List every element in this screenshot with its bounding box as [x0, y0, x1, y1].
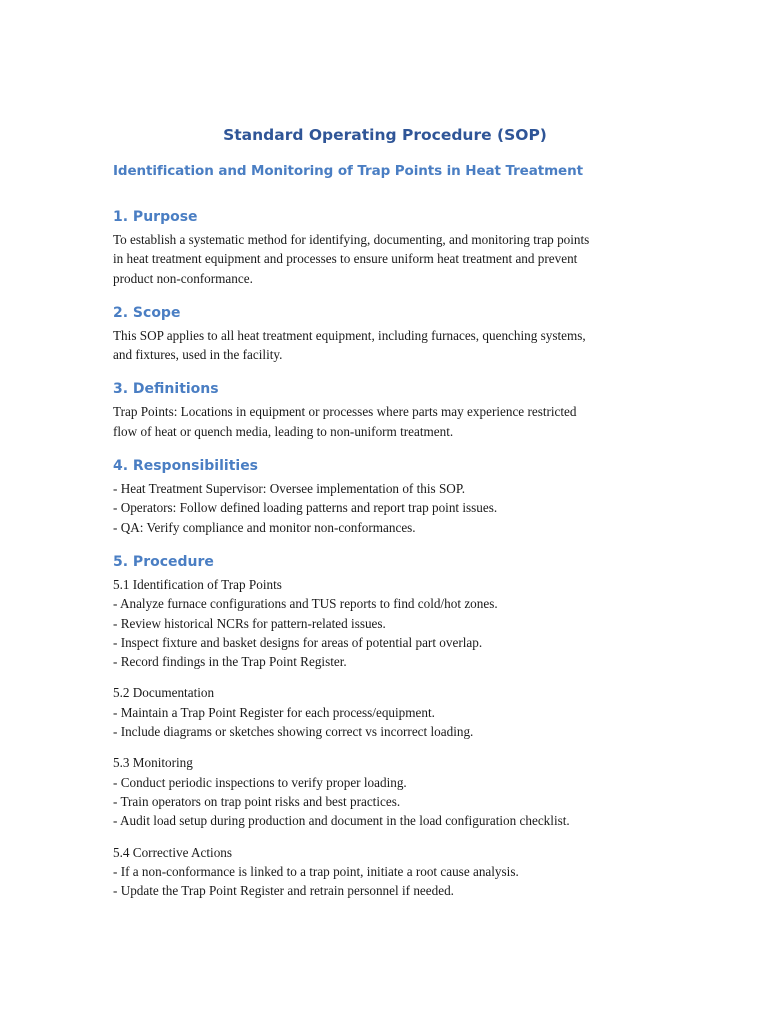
paragraph-line: Trap Points: Locations in equipment or processes where parts may experience restricted	[113, 404, 577, 420]
list-item: - If a non-conformance is linked to a trap point, initiate a root cause analysis.	[113, 863, 519, 879]
paragraph-line: in heat treatment equipment and processes to ensure uniform heat treatment and prevent	[113, 251, 578, 267]
list-item: - Inspect fixture and basket designs for areas of potential part overlap.	[113, 634, 483, 650]
list-item: - Include diagrams or sketches showing correct vs incorrect loading.	[113, 724, 474, 740]
document-subtitle: Identification and Monitoring of Trap Points in Heat Treatment	[113, 163, 583, 179]
section-purpose	[113, 206, 653, 288]
section-heading-responsibilities: 4. Responsibilities	[113, 458, 259, 475]
list-item: - QA: Verify compliance and monitor non-conformances.	[113, 519, 416, 535]
list-item: - Conduct periodic inspections to verify proper loading.	[113, 774, 407, 790]
subsection-title: 5.4 Corrective Actions	[113, 844, 233, 860]
procedure-identification	[113, 575, 653, 671]
list-item: - Record findings in the Trap Point Register.	[113, 654, 347, 670]
list-item: - Update the Trap Point Register and retrain personnel if needed.	[113, 883, 454, 899]
subsection-title: 5.1 Identification of Trap Points	[113, 576, 282, 592]
purpose-paragraph	[113, 230, 653, 288]
section-heading-purpose: 1. Purpose	[113, 209, 198, 225]
section-heading-scope: 2. Scope	[113, 304, 181, 321]
section-procedure	[113, 551, 653, 900]
document-body	[113, 122, 653, 900]
list-item: - Analyze furnace configurations and TUS reports to find cold/hot zones.	[113, 596, 498, 612]
section-responsibilities	[113, 455, 653, 537]
paragraph-line: flow of heat or quench media, leading to non-uniform treatment.	[113, 423, 454, 439]
section-heading-definitions: 3. Definitions	[113, 381, 219, 398]
paragraph-line: product non-conformance.	[113, 270, 253, 286]
list-item: - Operators: Follow defined loading patterns and report trap point issues.	[113, 500, 498, 516]
list-item: - Heat Treatment Supervisor: Oversee implementation of this SOP.	[113, 481, 465, 497]
list-item: - Train operators on trap point risks and best practices.	[113, 793, 401, 809]
procedure-corrective-actions	[113, 843, 653, 901]
list-item: - Maintain a Trap Point Register for each process/equipment.	[113, 704, 435, 720]
paragraph-line: This SOP applies to all heat treatment equipment, including furnaces, quenching systems,	[113, 327, 586, 343]
section-scope	[113, 302, 653, 365]
list-item: - Review historical NCRs for pattern-related issues.	[113, 615, 386, 631]
section-definitions	[113, 378, 653, 441]
subsection-title: 5.3 Monitoring	[113, 755, 193, 771]
paragraph-line: and fixtures, used in the facility.	[113, 347, 283, 363]
list-item: - Audit load setup during production and document in the load configuration checklist.	[113, 813, 570, 829]
section-heading-procedure: 5. Procedure	[113, 553, 214, 570]
subsection-title: 5.2 Documentation	[113, 685, 215, 701]
definitions-paragraph	[113, 402, 653, 441]
procedure-documentation	[113, 683, 653, 741]
paragraph-line: To establish a systematic method for identifying, documenting, and monitoring trap points	[113, 232, 590, 247]
procedure-monitoring	[113, 753, 653, 830]
scope-paragraph	[113, 326, 653, 365]
responsibilities-list	[113, 479, 653, 537]
document-title: Standard Operating Procedure (SOP)	[223, 126, 547, 144]
